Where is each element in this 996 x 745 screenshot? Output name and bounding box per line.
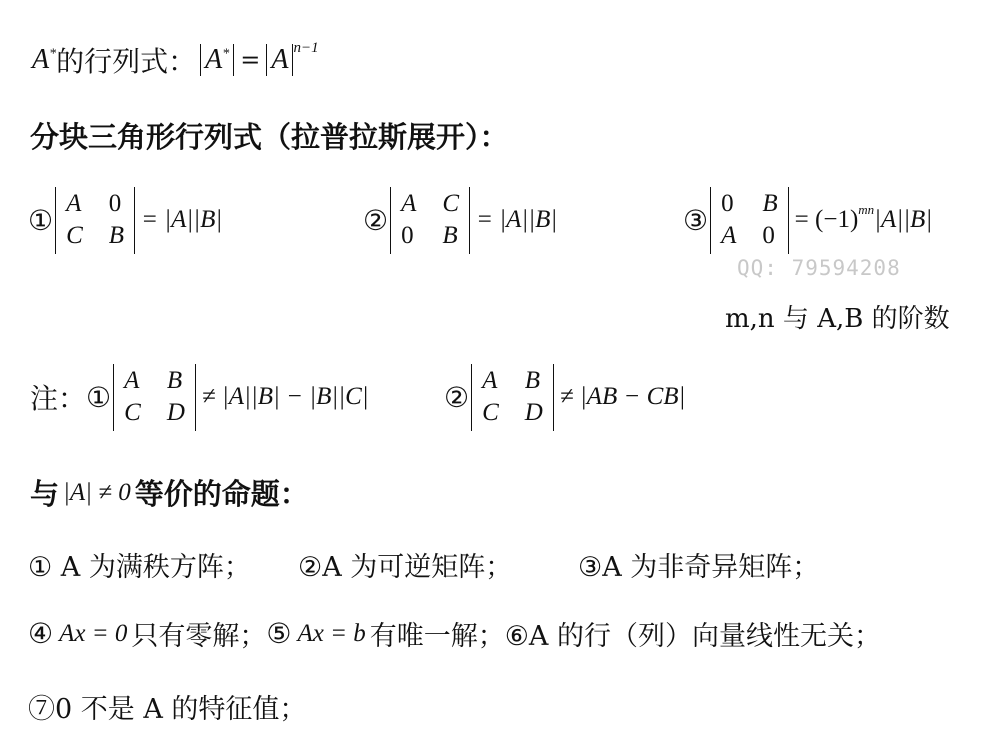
order-note: m,n 与 A,B 的阶数 — [725, 304, 950, 334]
circled-number-1: ① — [86, 380, 112, 414]
note-matrix-2: A B C D — [471, 364, 554, 431]
equals-sign: = — [240, 46, 261, 74]
proposition-5: 有唯一解； — [369, 621, 505, 652]
formula-3-exponent: mn — [858, 202, 875, 218]
equivalent-propositions-heading: 与 |A| ≠ 0 等价的命题： — [30, 477, 309, 511]
propositions-line-2 — [28, 614, 881, 653]
circled-number-1: ① — [28, 203, 54, 237]
note-1-rhs: ≠ |A||B| − |B||C| — [201, 383, 369, 411]
qq-watermark: QQ: 79594208 — [737, 256, 901, 280]
det-a: A — [266, 44, 293, 76]
formula-1-rhs: = |A||B| — [141, 206, 223, 234]
formula-3-rhs-det: |A||B| — [874, 206, 933, 234]
formula-item-2 — [363, 187, 557, 254]
adjugate-label: 的行列式： — [56, 45, 197, 78]
note-2-rhs: ≠ |AB − CB| — [559, 383, 686, 411]
formula-item-1 — [28, 187, 222, 254]
note-label: 注： — [30, 382, 87, 416]
adjugate-det: A* — [200, 44, 234, 76]
proposition-7: ⑦0 不是 A 的特征值； — [28, 694, 307, 725]
formula-3-rhs-sign: = (−1) — [794, 206, 859, 234]
circled-number-3: ③ — [683, 203, 709, 237]
proposition-1: ① A 为满秩方阵； — [28, 552, 251, 583]
note-line — [30, 364, 369, 431]
matrix-3: 0 B A 0 — [710, 187, 789, 254]
matrix-1: A 0 C B — [55, 187, 135, 254]
nonhomogeneous-equation: Ax = b — [297, 619, 366, 647]
exponent: n−1 — [293, 39, 319, 56]
formula-2-rhs: = |A||B| — [476, 206, 558, 234]
adjugate-symbol: A* — [32, 44, 57, 75]
homogeneous-equation: Ax = 0 — [59, 619, 128, 647]
circled-number-2: ② — [363, 203, 389, 237]
adjugate-determinant-line — [32, 40, 319, 80]
proposition-2: ②A 为可逆矩阵； — [298, 552, 513, 583]
block-triangular-heading: 分块三角形行列式（拉普拉斯展开）： — [30, 120, 509, 154]
proposition-3: ③A 为非奇异矩阵； — [578, 552, 820, 583]
matrix-2: A C 0 B — [390, 187, 470, 254]
proposition-6: ⑥A 的行（列）向量线性无关； — [504, 621, 882, 652]
circled-number-2: ② — [444, 380, 470, 414]
circled-number-5: ⑤ — [266, 617, 292, 650]
circled-number-4: ④ — [28, 617, 54, 650]
det-nonzero: |A| ≠ 0 — [63, 478, 131, 506]
formula-item-3 — [683, 187, 932, 254]
proposition-4: 只有零解； — [131, 621, 267, 652]
note-item-2 — [444, 364, 685, 431]
note-matrix-1: A B C D — [113, 364, 196, 431]
